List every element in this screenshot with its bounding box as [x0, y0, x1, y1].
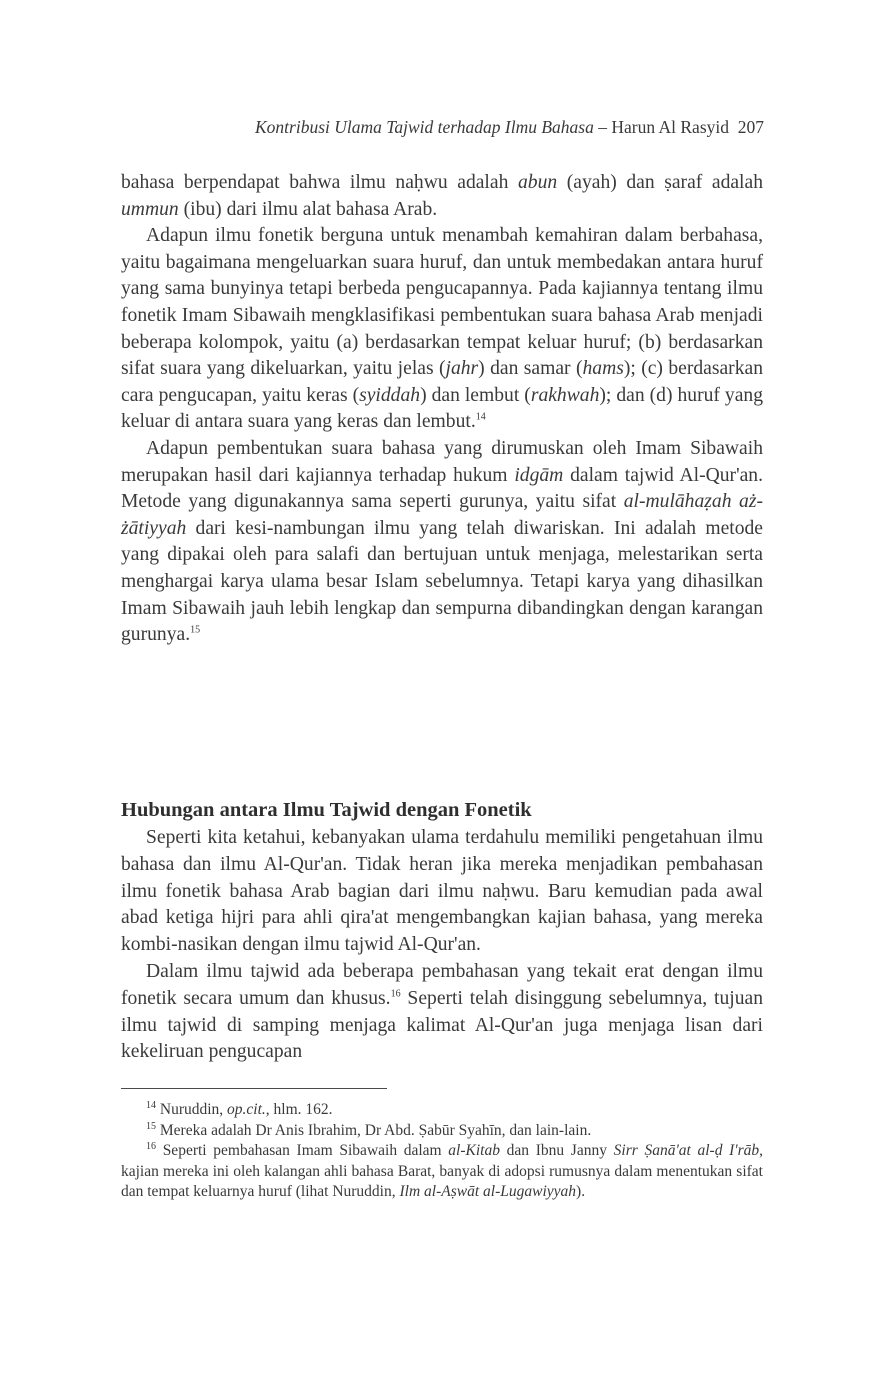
footnote-ref-15: 15 [190, 624, 201, 636]
running-header [146, 117, 764, 138]
footnote-16 [121, 1141, 763, 1203]
italic-term: hams [582, 358, 624, 380]
footnote-15 [121, 1121, 763, 1142]
section-paragraph-1: Seperti kita ketahui, kebanyakan ulama terdahulu memiliki pengetahuan ilmu bahasa dan ilmu Al-Qur'an. Tidak heran jika mereka menjadikan pembahasan ilmu fonetik bahasa Arab bagian dari ilmu naḥwu. Baru kemudian pada awal abad ketiga hijri para ahli qira'at mengembangkan kajian bahasa, yang mereka kombi-nasikan dengan ilmu tajwid Al-Qur'an. [121, 827, 763, 956]
italic-term: al-Kitab [448, 1142, 500, 1159]
text-span: , hlm. 162. [265, 1101, 333, 1118]
italic-term: Sirr Ṣanā'at al-ḍ I'rāb [613, 1142, 760, 1159]
section-heading: Hubungan antara Ilmu Tajwid dengan Fonetik [121, 799, 532, 821]
footnote-divider [121, 1088, 387, 1089]
italic-term: jahr [445, 358, 479, 380]
italic-term: al-mulāhaẓah aż-żātiyyah [121, 491, 763, 539]
footnote-number: 16 [146, 1140, 156, 1152]
paragraph-1 [121, 170, 763, 223]
footnote-number: 14 [146, 1099, 156, 1111]
text-span: (ayah) dan ṣaraf adalah [557, 172, 763, 193]
section-paragraph-2 [121, 959, 763, 1066]
text-span: Adapun pembentukan suara bahasa yang dirumuskan oleh Imam Sibawaih merupakan hasil dari kajiannya terhadap hukum [121, 437, 763, 486]
text-span: ) dan samar ( [478, 358, 583, 380]
italic-term: Ilm al-Aṣwāt al-Lugawiyyah [399, 1183, 577, 1200]
text-span: ) dan lembut ( [420, 384, 531, 406]
text-span: ); dan (d) huruf yang keluar di antara suara yang keras dan lembut. [121, 384, 763, 433]
text-span: bahasa berpendapat bahwa ilmu naḥwu adalah [121, 172, 518, 193]
text-span: ); (c) berdasarkan cara pengucapan, yaitu keras ( [121, 358, 763, 406]
text-span: Mereka adalah Dr Anis Ibrahim, Dr Abd. Ṣabūr Syahīn, dan lain-lain. [159, 1121, 592, 1139]
italic-term: idgām [514, 464, 564, 486]
italic-term: ummun [121, 198, 179, 220]
footnote-ref-14: 14 [475, 411, 486, 423]
header-author: Harun Al Rasyid [611, 117, 729, 137]
text-span: Nuruddin, [159, 1101, 228, 1118]
footnotes [121, 1100, 763, 1203]
text-span: Seperti telah disinggung sebelumnya, tujuan ilmu tajwid di samping menjaga kalimat Al-Qur'an juga menjaga lisan dari kekeliruan pengucapan [121, 987, 763, 1063]
paragraph-2 [121, 223, 763, 436]
italic-term: syiddah [359, 384, 421, 406]
text-span: dalam tajwid Al-Qur'an. Metode yang digunakannya sama seperti gurunya, yaitu sifat [121, 464, 763, 513]
footnote-14 [121, 1100, 763, 1121]
footnote-number: 15 [146, 1120, 156, 1132]
italic-term: abun [517, 172, 558, 193]
italic-term: rakhwah [530, 384, 600, 406]
footnote-ref-16: 16 [390, 988, 401, 1000]
text-span: (ibu) dari ilmu alat bahasa Arab. [178, 198, 438, 220]
text-span: Adapun ilmu fonetik berguna untuk menambah kemahiran dalam berbahasa, yaitu bagaimana mengeluarkan suara huruf, dan untuk membedakan antara huruf yang sama bunyinya tetapi berbeda pengucapannya. Pada kajiannya tentang ilmu fonetik Imam Sibawaih mengklasifikasi pembentukan suara bahasa Arab menjadi beberapa kolompok, yaitu (a) berdasarkan tempat keluar huruf; (b) berdasarkan sifat suara yang dikeluarkan, yaitu jelas ( [121, 225, 763, 380]
body-text [121, 170, 763, 649]
text-span: dari kesi-nambungan ilmu yang telah diwariskan. Ini adalah metode yang dipakai oleh para salafi dan bertujuan untuk menjaga, melestarikan serta menghargai karya ulama besar Islam sebelumnya. Tetapi karya yang dihasilkan Imam Sibawaih jauh lebih lengkap dan sempurna dibandingkan dengan karangan gurunya. [121, 517, 763, 646]
text-span: ). [576, 1183, 586, 1200]
text-span: , kajian mereka ini oleh kalangan ahli bahasa Barat, banyak di adopsi rumusnya dalam menentukan sifat dan tempat keluarnya huruf (lihat Nuruddin, [121, 1142, 764, 1200]
text-span: Seperti pembahasan Imam Sibawaih dalam [162, 1142, 449, 1159]
page-number: 207 [737, 117, 764, 137]
header-title: Kontribusi Ulama Tajwid terhadap Ilmu Bahasa [254, 117, 594, 137]
text-span: Dalam ilmu tajwid ada beberapa pembahasan yang tekait erat dengan ilmu fonetik secara umum dan khusus. [121, 960, 763, 1009]
header-separator: – [593, 117, 612, 137]
paragraph-3 [121, 436, 763, 649]
section-body [121, 825, 763, 1066]
text-span: dan Ibnu Janny [499, 1142, 614, 1159]
italic-term: op.cit. [227, 1101, 266, 1118]
